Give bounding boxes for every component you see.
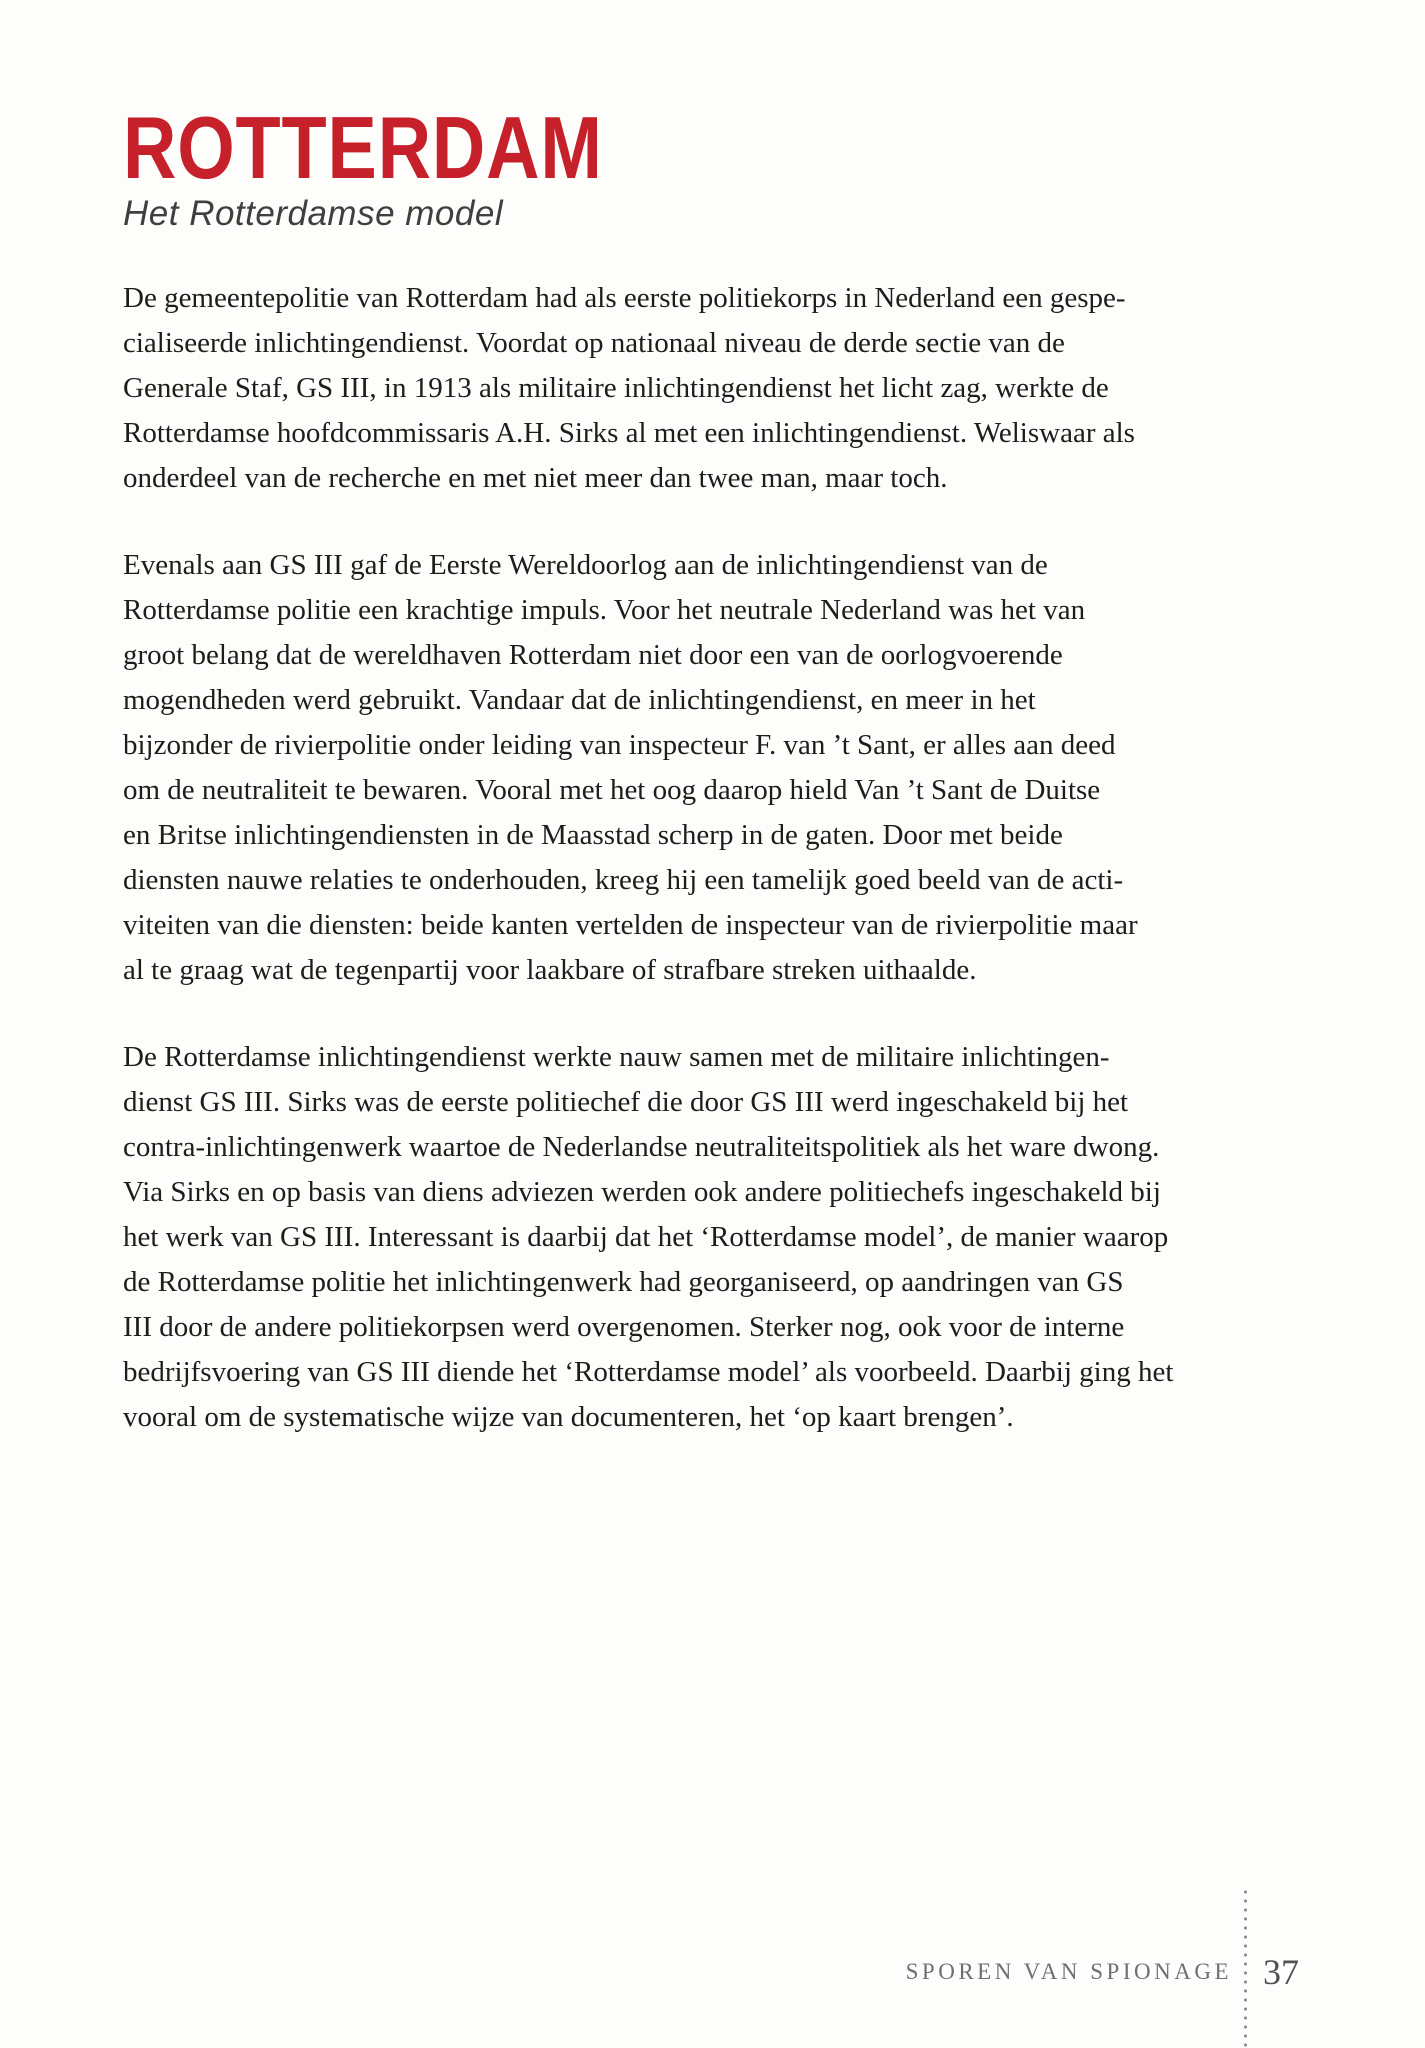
text-line: viteiten van die diensten: beide kanten vertelden de inspecteur van de rivierpolitie maar	[123, 909, 1138, 941]
text-line: contra-inlichtingenwerk waartoe de Nederlandse neutraliteitspolitiek als het ware dwong.	[123, 1131, 1160, 1163]
text-line: Generale Staf, GS III, in 1913 als militaire inlichtingendienst het licht zag, werkte de	[123, 372, 1109, 404]
masthead	[123, 98, 694, 234]
text-line: De Rotterdamse inlichtingendienst werkte nauw samen met de militaire inlichtingen-	[123, 1041, 1110, 1073]
paragraph	[123, 1035, 1252, 1440]
paragraph	[123, 543, 1252, 993]
body-text	[123, 276, 1252, 1440]
text-line: Rotterdamse politie een krachtige impuls. Voor het neutrale Nederland was het van	[123, 594, 1086, 626]
chapter-title: ROTTERDAM	[123, 98, 603, 197]
text-line: Rotterdamse hoofdcommissaris A.H. Sirks al met een inlichtingendienst. Weliswaar als	[123, 417, 1135, 449]
running-title: SPOREN VAN SPIONAGE	[905, 1959, 1232, 1984]
dotted-rule	[1244, 1888, 1247, 2048]
chapter-subtitle: Het Rotterdamse model	[123, 194, 504, 233]
text-line: al te graag wat de tegenpartij voor laakbare of strafbare streken uithaalde.	[123, 954, 977, 986]
text-line: dienst GS III. Sirks was de eerste politiechef die door GS III werd ingeschakeld bij het	[123, 1086, 1129, 1118]
text-line: cialiseerde inlichtingendienst. Voordat op nationaal niveau de derde sectie van de	[123, 327, 1065, 359]
text-line: bedrijfsvoering van GS III diende het ‘Rotterdamse model’ als voorbeeld. Daarbij ging het	[123, 1356, 1174, 1388]
text-line: de Rotterdamse politie het inlichtingenwerk had georganiseerd, op aandringen van GS	[123, 1266, 1124, 1298]
page-number: 37	[1263, 1952, 1299, 1992]
paragraph	[123, 276, 1252, 501]
text-line: III door de andere politiekorpsen werd overgenomen. Sterker nog, ook voor de interne	[123, 1311, 1125, 1343]
text-line: en Britse inlichtingendiensten in de Maasstad scherp in de gaten. Door met beide	[123, 819, 1063, 851]
text-line: De gemeentepolitie van Rotterdam had als eerste politiekorps in Nederland een gespe-	[123, 282, 1126, 314]
text-line: diensten nauwe relaties te onderhouden, kreeg hij een tamelijk goed beeld van de acti-	[123, 864, 1124, 896]
text-line: Via Sirks en op basis van diens adviezen werden ook andere politiechefs ingeschakeld bij	[123, 1176, 1161, 1208]
text-line: bijzonder de rivierpolitie onder leiding van inspecteur F. van ’t Sant, er alles aan deed	[123, 729, 1116, 761]
text-line: vooral om de systematische wijze van documenteren, het ‘op kaart brengen’.	[123, 1401, 1014, 1433]
text-line: mogendheden werd gebruikt. Vandaar dat de inlichtingendienst, en meer in het	[123, 684, 1036, 716]
text-line: het werk van GS III. Interessant is daarbij dat het ‘Rotterdamse model’, de manier waarop	[123, 1221, 1169, 1253]
text-line: onderdeel van de recherche en met niet meer dan twee man, maar toch.	[123, 462, 948, 494]
text-line: groot belang dat de wereldhaven Rotterdam niet door een van de oorlogvoerende	[123, 639, 1063, 671]
text-line: om de neutraliteit te bewaren. Vooral met het oog daarop hield Van ’t Sant de Duitse	[123, 774, 1101, 806]
text-line: Evenals aan GS III gaf de Eerste Wereldoorlog aan de inlichtingendienst van de	[123, 549, 1048, 581]
